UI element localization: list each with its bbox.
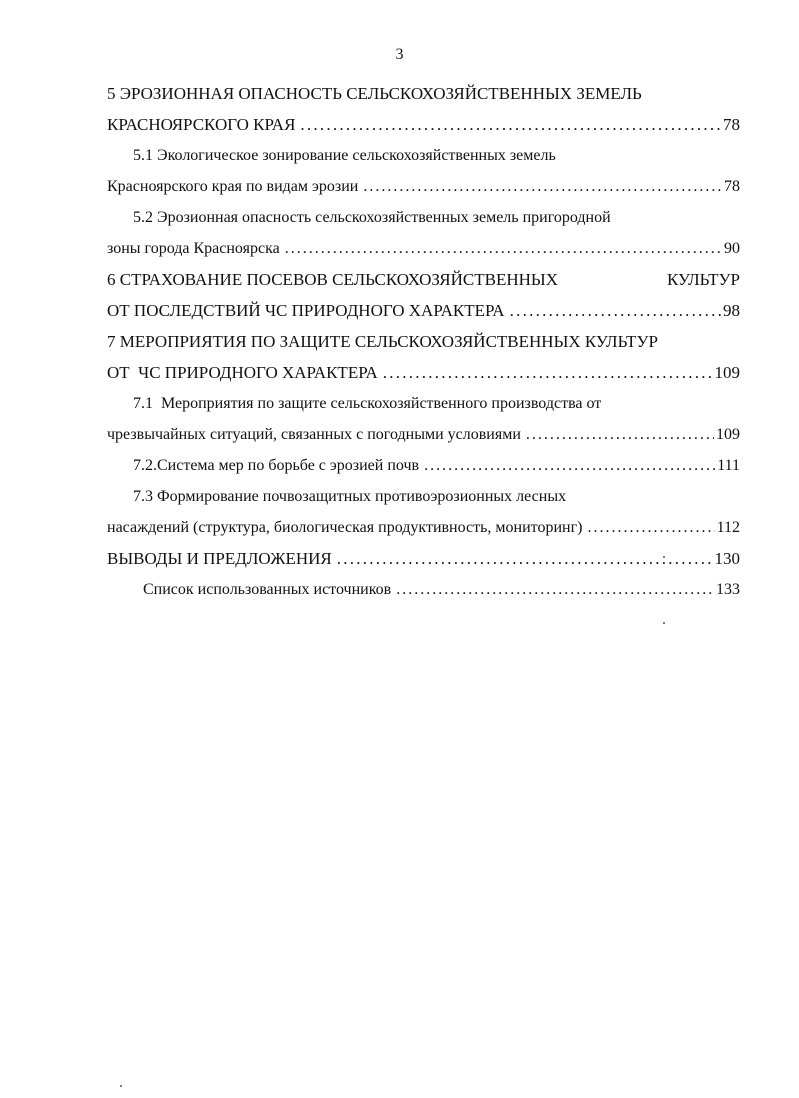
toc-page-number: 90 xyxy=(724,240,740,257)
table-of-contents xyxy=(107,78,740,605)
dot-leader xyxy=(424,450,715,481)
toc-page-number: 98 xyxy=(723,301,740,320)
toc-chapter-7-title: 7 МЕРОПРИЯТИЯ ПО ЗАЩИТЕ СЕЛЬСКОХОЗЯЙСТВЕННЫХ КУЛЬТУР xyxy=(107,332,658,351)
toc-section-7-1-title: 7.1 Мероприятия по защите сельскохозяйственного производства от xyxy=(133,395,602,412)
toc-section-5-2-title: 5.2 Эрозионная опасность сельскохозяйственных земель пригородной xyxy=(133,209,611,226)
toc-page-number: 130 xyxy=(714,549,740,568)
dot-leader xyxy=(337,543,713,574)
dot-leader xyxy=(285,233,722,264)
dot-leader xyxy=(300,109,721,140)
dot-leader xyxy=(510,295,721,326)
toc-conclusions-entry[interactable] xyxy=(107,543,740,574)
toc-chapter-5-title: 5 ЭРОЗИОННАЯ ОПАСНОСТЬ СЕЛЬСКОХОЗЯЙСТВЕННЫХ ЗЕМЕЛЬ xyxy=(107,84,642,103)
toc-entry-text: ОТ ЧС ПРИРОДНОГО ХАРАКТЕРА xyxy=(107,363,378,382)
toc-page-number: 78 xyxy=(723,115,740,134)
toc-entry-text: зоны города Красноярска xyxy=(107,240,280,257)
dot-leader xyxy=(363,171,722,202)
toc-section-7-1-entry[interactable] xyxy=(107,419,740,450)
toc-section-7-3-entry[interactable] xyxy=(107,512,740,543)
toc-entry-text: ВЫВОДЫ И ПРЕДЛОЖЕНИЯ xyxy=(107,549,332,568)
scan-speck xyxy=(663,622,665,624)
toc-section-7-3-title: 7.3 Формирование почвозащитных противоэрозионных лесных xyxy=(133,488,567,505)
toc-page-number: 109 xyxy=(714,363,740,382)
toc-entry-text: насаждений (структура, биологическая продуктивность, мониторинг) xyxy=(107,519,583,536)
toc-section-5-1-entry[interactable] xyxy=(107,171,740,202)
toc-chapter-6-title: 6 СТРАХОВАНИЕ ПОСЕВОВ СЕЛЬСКОХОЗЯЙСТВЕННЫХ КУЛЬТУР xyxy=(107,270,740,289)
toc-section-5-2-entry[interactable] xyxy=(107,233,740,264)
toc-entry-text: Красноярского края по видам эрозии xyxy=(107,178,359,195)
toc-entry-text: 7.2.Система мер по борьбе с эрозией почв xyxy=(133,457,420,474)
toc-chapter-7-entry[interactable] xyxy=(107,357,740,388)
toc-entry-text: чрезвычайных ситуаций, связанных с погодными условиями xyxy=(107,426,521,443)
page-number: 3 xyxy=(395,46,404,63)
dot-leader xyxy=(396,574,714,605)
dot-leader xyxy=(383,357,713,388)
toc-entry-text: ОТ ПОСЛЕДСТВИЙ ЧС ПРИРОДНОГО ХАРАКТЕРА xyxy=(107,301,505,320)
toc-page-number: 109 xyxy=(716,426,740,443)
scan-speck xyxy=(120,1085,122,1087)
toc-references-entry[interactable] xyxy=(107,574,740,605)
toc-section-7-2-entry[interactable] xyxy=(107,450,740,481)
toc-page-number: 133 xyxy=(716,581,740,598)
dot-leader xyxy=(526,419,714,450)
toc-chapter-6-entry[interactable] xyxy=(107,295,740,326)
toc-entry-text: Список использованных источников xyxy=(143,581,392,598)
toc-entry-text: КРАСНОЯРСКОГО КРАЯ xyxy=(107,115,296,134)
toc-section-5-1-title: 5.1 Экологическое зонирование сельскохозяйственных земель xyxy=(133,147,556,164)
toc-chapter-5-entry[interactable] xyxy=(107,109,740,140)
toc-page-number: 111 xyxy=(717,457,740,474)
scan-speck xyxy=(663,556,665,558)
dot-leader xyxy=(587,512,714,543)
toc-page-number: 112 xyxy=(716,519,740,536)
toc-page-number: 78 xyxy=(724,178,740,195)
